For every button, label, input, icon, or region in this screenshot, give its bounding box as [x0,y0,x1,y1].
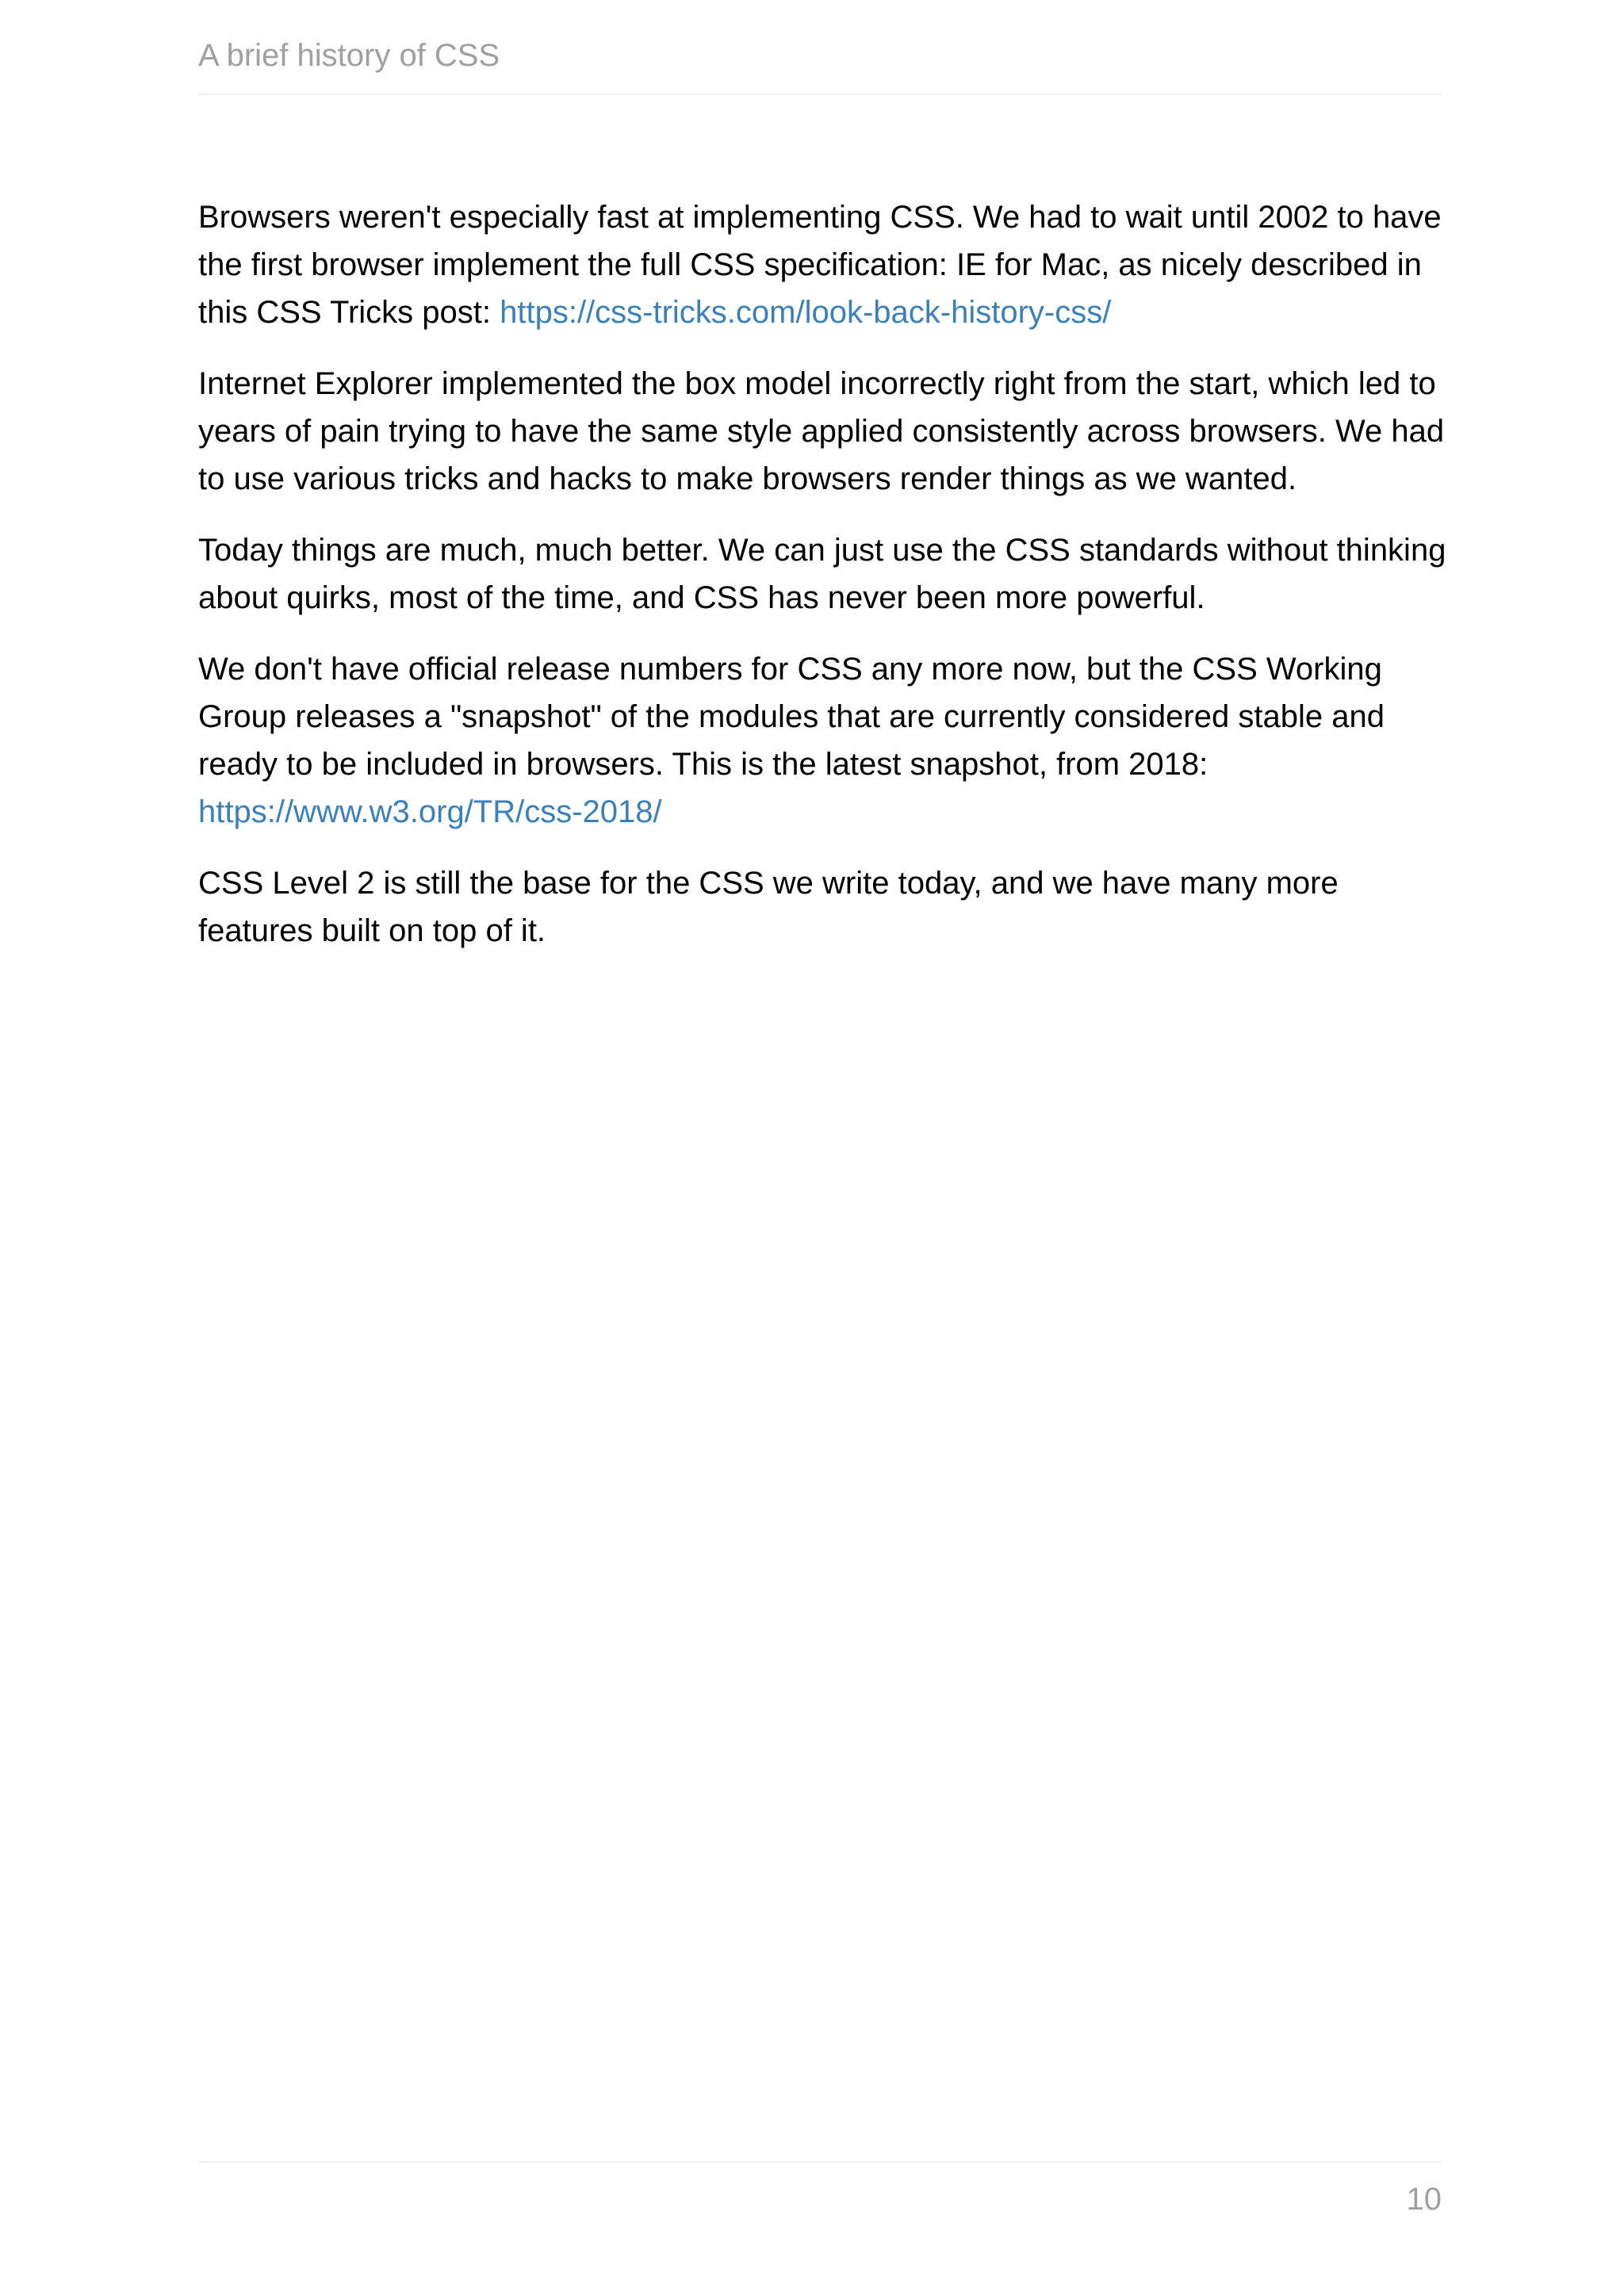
paragraph-box-model [198,360,1451,503]
paragraph-today [198,526,1451,622]
paragraph-text: CSS Level 2 is still the base for the CSS we write today, and we have many more features built on top of it. [198,866,1339,948]
paragraph-snapshot [198,645,1451,836]
page-content [198,193,1451,978]
paragraph-browser-implementation [198,193,1451,336]
page-footer [198,2161,1442,2234]
paragraph-text: Today things are much, much better. We can just use the CSS standards without thinking about quirks, most of the time, and CSS has never been more powerful. [198,533,1446,615]
css-tricks-link[interactable]: https://css-tricks.com/look-back-history-css/ [500,295,1112,330]
paragraph-text: Internet Explorer implemented the box model incorrectly right from the start, which led to years of pain trying to have the same style applied consistently across browsers. We had to use various tricks and hacks to make browsers render things as we wanted. [198,366,1445,496]
page-number: 10 [1406,2182,1442,2217]
paragraph-css-level-2 [198,859,1451,955]
w3c-snapshot-link[interactable]: https://www.w3.org/TR/css-2018/ [198,794,662,829]
running-title: A brief history of CSS [198,38,500,73]
paragraph-text: We don't have official release numbers for CSS any more now, but the CSS Working Group releases a "snapshot" of the modules that are currently considered stable and ready to be included in browsers. This is the latest snapshot, from 2018: [198,652,1385,782]
page-header [198,35,1442,95]
paragraph-text: Browsers weren't especially fast at implementing CSS. We had to wait until 2002 to have the first browser implement the full CSS specification: IE for Mac, as nicely described in this CSS Tricks post: [198,200,1442,330]
